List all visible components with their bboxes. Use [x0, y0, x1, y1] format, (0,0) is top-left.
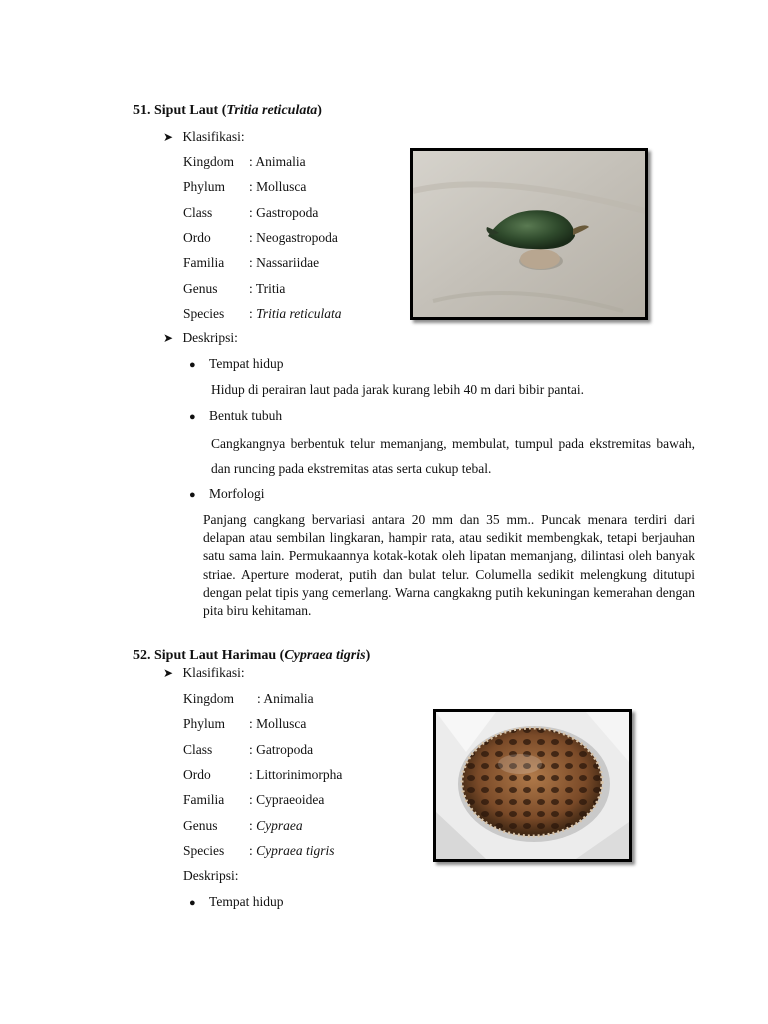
cowrie-photo-cypraea [433, 709, 632, 862]
section-52-heading: 52. Siput Laut Harimau (Cypraea tigris) [133, 648, 371, 663]
snail-photo-tritia [410, 148, 648, 320]
classification-value: : Neogastropoda [249, 229, 338, 245]
classification-label: Class [183, 741, 213, 757]
classification-label: Familia [183, 255, 225, 271]
classification-label: Species [183, 842, 225, 858]
bullet-morfologi-51: ● Morfologi [189, 486, 265, 501]
arrow-bullet-icon: ➤ [163, 331, 174, 345]
classification-value: : Tritia reticulata [249, 305, 342, 321]
classification-label: Ordo [183, 766, 211, 782]
classification-value: : Mollusca [249, 179, 307, 195]
deskripsi-51: ➤ Deskripsi: [163, 330, 238, 345]
morfologi-text-51: Panjang cangkang bervariasi antara 20 mm dan 35 mm.. Puncak menara terdiri dari delapan atau sembilan lingkaran, hampir rata, atau sedikit membengkak, tetapi berjauhan satu sama lain. Permukaannya kotak-kotak oleh lipatan memanjang, dilintasi oleh banyak striae. Aperture moderat, putih dan bulat telur. Columella sedikit melengkung ditutupi dengan pelat tipis yang cemerlang. Warna cangkakng putih kekuningan kemerahan dengan pita biru kehitaman. [203, 512, 695, 619]
classification-label: Class [183, 204, 213, 220]
classification-label: Genus [183, 817, 218, 833]
tritia-snail-image [413, 151, 645, 317]
bullet-tempat-hidup-52: ● Tempat hidup [189, 894, 284, 909]
classification-label: Ordo [183, 229, 211, 245]
arrow-bullet-icon: ➤ [163, 666, 174, 680]
classification-value: : Nassariidae [249, 255, 320, 271]
klasifikasi-52: ➤ Klasifikasi: [163, 665, 245, 680]
round-bullet-icon: ● [189, 897, 196, 909]
classification-value: : Cypraea tigris [249, 842, 335, 858]
classification-value: : Animalia [257, 691, 314, 706]
cypraea-shell-image [436, 712, 629, 859]
classification-value: : Animalia [249, 154, 306, 169]
round-bullet-icon: ● [189, 359, 196, 371]
klasifikasi-51: ➤ Klasifikasi: [163, 129, 245, 144]
classification-label: Kingdom [183, 154, 235, 169]
bullet-tempat-hidup-51: ● Tempat hidup [189, 356, 284, 371]
tempat-hidup-text-51: Hidup di perairan laut pada jarak kurang lebih 40 m dari bibir pantai. [211, 382, 585, 397]
classification-value: : Tritia [249, 280, 286, 296]
classification-value: : Cypraeoidea [249, 792, 325, 808]
bentuk-tubuh-text-51: Cangkangnya berbentuk telur memanjang, membulat, tumpul pada ekstremitas bawah, dan runcing pada ekstremitas atas serta cukup tebal. [211, 436, 695, 476]
classification-label: Phylum [183, 179, 226, 195]
round-bullet-icon: ● [189, 411, 196, 423]
classification-label: Species [183, 305, 225, 321]
round-bullet-icon: ● [189, 489, 196, 501]
classification-value: : Mollusca [249, 716, 307, 732]
classification-label: Kingdom [183, 691, 235, 706]
classification-label: Phylum [183, 716, 226, 732]
classification-value: : Gatropoda [249, 741, 314, 757]
classification-value: : Littorinimorpha [249, 766, 343, 782]
section-51-heading: 51. Siput Laut (Tritia reticulata) [133, 103, 322, 118]
classification-label: Genus [183, 280, 218, 296]
classification-value: : Cypraea [249, 817, 303, 833]
classification-value: : Gastropoda [249, 204, 319, 220]
bullet-bentuk-tubuh-51: ● Bentuk tubuh [189, 408, 283, 423]
arrow-bullet-icon: ➤ [163, 130, 174, 144]
classification-label: Familia [183, 792, 225, 808]
deskripsi-52: Deskripsi: [183, 868, 239, 883]
